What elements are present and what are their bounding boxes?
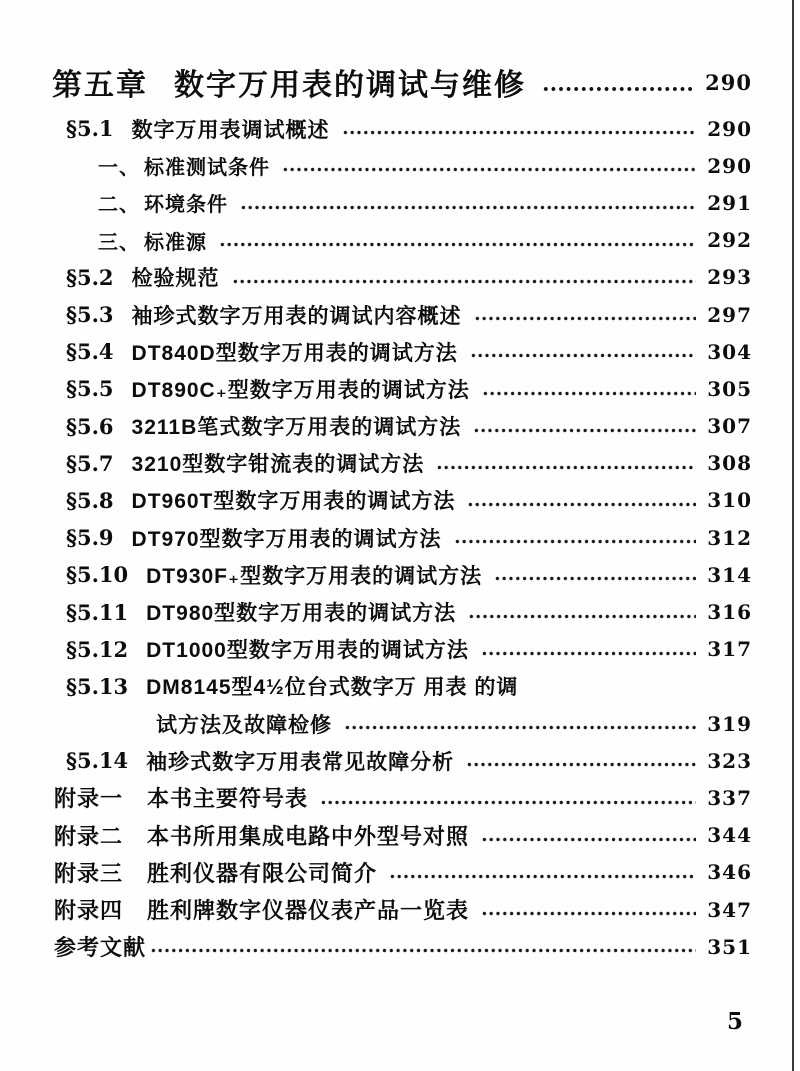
entry-page: 304 bbox=[707, 339, 752, 364]
entry-title: DT890C₊型数字万用表的调试方法 bbox=[131, 378, 470, 402]
entry-page: 316 bbox=[707, 600, 752, 625]
toc-entry bbox=[54, 854, 752, 891]
entry-page: 346 bbox=[707, 860, 752, 885]
entry-label: §5.13 bbox=[66, 673, 129, 699]
toc-entry bbox=[98, 184, 752, 221]
entry-page: 305 bbox=[707, 376, 752, 401]
dot-leader bbox=[282, 147, 696, 184]
entry-label: §5.7 bbox=[66, 450, 114, 476]
toc-entry bbox=[66, 445, 752, 482]
entry-title: DT980型数字万用表的调试方法 bbox=[146, 602, 457, 626]
entry-title: 胜利牌数字仪器仪表产品一览表 bbox=[147, 898, 470, 924]
dot-leader bbox=[482, 370, 696, 407]
dot-leader bbox=[474, 296, 696, 333]
toc-entry bbox=[66, 519, 752, 556]
dot-leader bbox=[342, 110, 696, 147]
entry-page: 292 bbox=[707, 228, 752, 253]
entry-label: 附录三 bbox=[54, 860, 124, 886]
entry-title: DT970型数字万用表的调试方法 bbox=[131, 527, 442, 551]
entry-title: 3210型数字钳流表的调试方法 bbox=[131, 453, 425, 477]
scan-edge-line bbox=[792, 0, 794, 1071]
dot-leader bbox=[436, 445, 696, 482]
dot-leader bbox=[232, 259, 696, 296]
entry-page: 314 bbox=[707, 562, 752, 587]
entry-title: 试方法及故障检修 bbox=[156, 713, 332, 737]
entry-label: §5.12 bbox=[66, 636, 129, 662]
dot-leader bbox=[240, 184, 696, 221]
entry-page: 291 bbox=[707, 190, 752, 215]
entry-page: 297 bbox=[707, 302, 752, 327]
dot-leader bbox=[481, 631, 696, 668]
toc-entry bbox=[66, 631, 752, 668]
dot-leader bbox=[320, 779, 696, 816]
entry-title: 本书所用集成电路中外型号对照 bbox=[147, 823, 470, 849]
entry-title: DT960T型数字万用表的调试方法 bbox=[131, 490, 456, 514]
entry-label: §5.14 bbox=[66, 748, 129, 774]
entry-label: §5.2 bbox=[66, 264, 114, 290]
toc-entry bbox=[54, 928, 752, 965]
entry-page: 317 bbox=[707, 637, 752, 662]
entry-page: 344 bbox=[707, 823, 752, 848]
dot-leader bbox=[219, 222, 696, 259]
chapter-page: 290 bbox=[705, 69, 752, 95]
entry-label: §5.1 bbox=[66, 116, 114, 142]
entry-label: 二、 bbox=[98, 194, 140, 217]
dot-leader bbox=[389, 854, 696, 891]
entry-page: 310 bbox=[707, 488, 752, 513]
toc-entry bbox=[66, 593, 752, 630]
toc-entry bbox=[66, 296, 752, 333]
entry-page: 312 bbox=[707, 525, 752, 550]
entry-label: §5.5 bbox=[66, 376, 114, 402]
entry-label: §5.11 bbox=[66, 599, 129, 625]
dot-leader bbox=[454, 519, 696, 556]
entry-title: DT1000型数字万用表的调试方法 bbox=[146, 639, 469, 663]
dot-leader bbox=[494, 556, 696, 593]
toc-entry bbox=[98, 222, 752, 259]
entry-title: 袖珍式数字万用表常见故障分析 bbox=[146, 750, 455, 774]
entry-page: 323 bbox=[707, 748, 752, 773]
entry-label: §5.3 bbox=[66, 302, 114, 328]
dot-leader bbox=[468, 593, 696, 630]
toc-entry bbox=[98, 147, 752, 184]
toc-entry bbox=[66, 482, 752, 519]
toc-entry bbox=[66, 370, 752, 407]
toc-entry bbox=[54, 817, 752, 854]
entry-label: §5.8 bbox=[66, 487, 114, 513]
toc-entry bbox=[66, 408, 752, 445]
toc-entry bbox=[156, 705, 752, 742]
entry-page: 347 bbox=[707, 897, 752, 922]
entry-label: 三、 bbox=[98, 231, 140, 254]
dot-leader bbox=[481, 817, 696, 854]
entry-label: 附录二 bbox=[54, 823, 124, 849]
dot-leader bbox=[466, 742, 696, 779]
entry-title: 检验规范 bbox=[131, 267, 220, 291]
toc-list bbox=[52, 110, 752, 965]
entry-label: §5.10 bbox=[66, 562, 129, 588]
chapter-title: 数字万用表的调试与维修 bbox=[174, 69, 526, 102]
entry-page: 290 bbox=[707, 116, 752, 141]
entry-title: 参考文献 bbox=[54, 935, 147, 961]
entry-title: DT930F₊型数字万用表的调试方法 bbox=[146, 564, 483, 588]
dot-leader bbox=[467, 482, 696, 519]
entry-title: DT840D型数字万用表的调试方法 bbox=[131, 341, 458, 365]
dot-leader bbox=[150, 928, 696, 965]
entry-title: 环境条件 bbox=[144, 194, 228, 217]
toc-entry bbox=[66, 556, 752, 593]
dot-leader bbox=[481, 891, 696, 928]
toc-entry bbox=[54, 779, 752, 816]
entry-label: §5.4 bbox=[66, 339, 114, 365]
entry-page: 307 bbox=[707, 414, 752, 439]
entry-page: 293 bbox=[707, 265, 752, 290]
entry-title: DM8145型4½位台式数字万 用表 的调 bbox=[146, 676, 519, 700]
dot-leader bbox=[473, 408, 696, 445]
dot-leader bbox=[344, 705, 696, 742]
entry-title: 3211B笔式数字万用表的调试方法 bbox=[131, 416, 462, 440]
entry-label: 附录一 bbox=[54, 786, 124, 812]
entry-page: 337 bbox=[707, 785, 752, 810]
entry-page: 308 bbox=[707, 451, 752, 476]
entry-title: 胜利仪器有限公司简介 bbox=[147, 860, 378, 886]
entry-label: 一、 bbox=[98, 157, 140, 180]
toc-entry bbox=[66, 110, 752, 147]
toc-entry bbox=[66, 668, 752, 705]
entry-label: §5.9 bbox=[66, 525, 114, 551]
entry-label: §5.6 bbox=[66, 413, 114, 439]
entry-page: 351 bbox=[707, 934, 752, 959]
dot-leader bbox=[470, 333, 696, 370]
entry-page: 290 bbox=[707, 153, 752, 178]
entry-page: 319 bbox=[707, 711, 752, 736]
toc-entry bbox=[66, 333, 752, 370]
entry-title: 袖珍式数字万用表的调试内容概述 bbox=[131, 304, 462, 328]
entry-title: 标准源 bbox=[144, 231, 207, 254]
toc-entry bbox=[66, 259, 752, 296]
chapter-label: 第五章 bbox=[52, 69, 148, 102]
page-number: 5 bbox=[726, 1008, 743, 1035]
entry-title: 本书主要符号表 bbox=[147, 786, 309, 812]
toc-entry bbox=[54, 891, 752, 928]
dot-leader bbox=[542, 54, 693, 110]
entry-title: 数字万用表调试概述 bbox=[131, 118, 330, 142]
toc-entry bbox=[66, 742, 752, 779]
entry-title: 标准测试条件 bbox=[144, 157, 270, 180]
entry-label: 附录四 bbox=[54, 898, 124, 924]
chapter-heading bbox=[52, 54, 752, 110]
